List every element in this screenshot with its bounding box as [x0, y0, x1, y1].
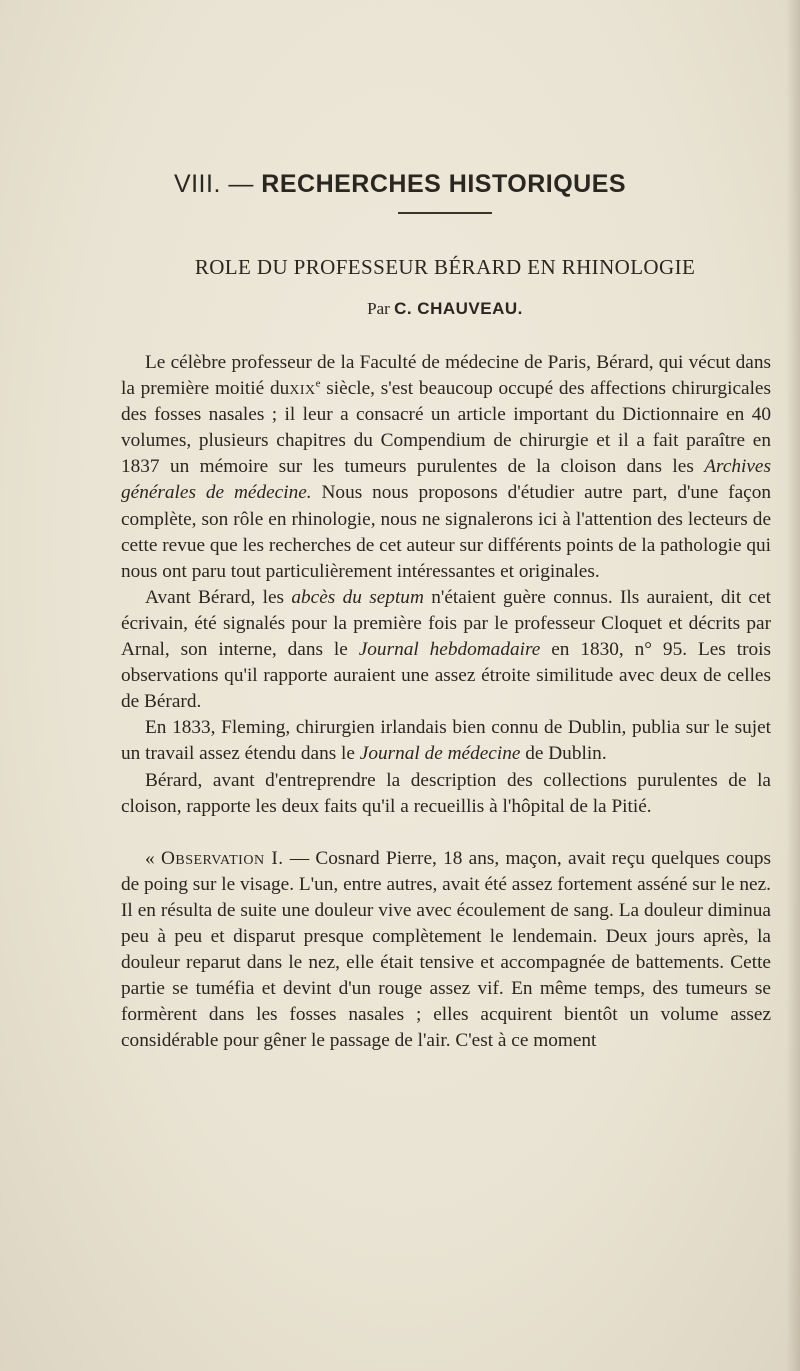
- section-number: VIII. —: [173, 170, 254, 198]
- p1-text-c: Nous nous proposons d'étudier autre part, d'une façon complète, son rôle en rhinologie, nous ne signalerons ici à l'attention des lecteurs de cette revue que les recherches de cet auteur sur différents points de la pathologie qui nous ont paru tout particulièrement intéressantes et originales.: [121, 482, 771, 582]
- byline-prefix: Par: [367, 299, 390, 318]
- page-edge-shadow: [786, 0, 800, 1371]
- journal-hebdomadaire: Journal hebdomadaire: [358, 639, 541, 661]
- p2-text-a: Avant Bérard, les: [145, 586, 292, 608]
- paragraph-1: [121, 350, 771, 585]
- p3-text-b: de Dublin.: [520, 743, 607, 765]
- p1-text-a: Le célèbre professeur de la Faculté de médecine de Paris, Bérard, qui vécut dans la première moitié du: [121, 352, 771, 400]
- open-quote: «: [145, 847, 161, 869]
- observation-label: Observation I.: [160, 847, 284, 869]
- heading-divider: [398, 212, 492, 214]
- p1-text-b: siècle, s'est beaucoup occupé des affections chirurgicales des fosses nasales ; il leur a consacré un article important du Dictionnaire en 40 volumes, plusieurs chapitres du Compendium de chirurgie et il a fait paraître en 1837 un mémoire sur les tumeurs purulentes de la cloison dans les: [121, 378, 771, 478]
- p2-text-c: en 1830, n° 95. Les trois observations qu'il rapporte auraient une assez étroite similitude avec deux de celles de Bérard.: [121, 639, 771, 713]
- journal-medecine-dublin: Journal de médecine: [359, 743, 521, 765]
- p2-text-b: n'étaient guère connus. Ils auraient, dit cet écrivain, été signalés pour la première fois par le professeur Cloquet et décrits par Arnal, son interne, dans le: [121, 586, 771, 661]
- century-superscript: e: [315, 377, 321, 390]
- paragraph-2: [121, 585, 771, 715]
- observation-text: — Cosnard Pierre, 18 ans, maçon, avait reçu quelques coups de poing sur le visage. L'un, entre autres, avait été assez fortement asséné sur le nez. Il en résulta de suite une douleur vive avec écoulement de sang. La douleur diminua peu à peu et disparut presque complètement le lendemain. Deux jours après, la douleur reparut dans le nez, elle était tensive et accompagnée de battements. Cette partie se tuméfia et devint d'un rouge assez vif. En même temps, des tumeurs se formèrent dans les fosses nasales ; elles acquirent bientôt un volume assez considérable pour gêner le passage de l'air. C'est à ce moment: [121, 847, 771, 1052]
- p3-text-a: En 1833, Fleming, chirurgien irlandais bien connu de Dublin, publia sur le sujet un travail assez étendu dans le: [121, 717, 771, 765]
- byline: [0, 299, 800, 319]
- author-name: C. CHAUVEAU.: [394, 299, 523, 318]
- observation-paragraph: [121, 846, 771, 1055]
- article-body: [121, 350, 771, 1054]
- paragraph-3: [121, 715, 771, 767]
- century-numeral: xix: [289, 378, 316, 400]
- term-abces-septum: abcès du septum: [291, 586, 424, 608]
- section-title: RECHERCHES HISTORIQUES: [261, 170, 627, 198]
- paragraph-4: Bérard, avant d'entreprendre la description des collections purulentes de la cloison, rapporte les deux faits qu'il a recueillis à l'hôpital de la Pitié.: [121, 769, 771, 817]
- section-heading: [0, 170, 800, 199]
- journal-archives: Archives générales de médecine.: [121, 456, 771, 504]
- article-title: ROLE DU PROFESSEUR BÉRARD EN RHINOLOGIE: [194, 255, 696, 279]
